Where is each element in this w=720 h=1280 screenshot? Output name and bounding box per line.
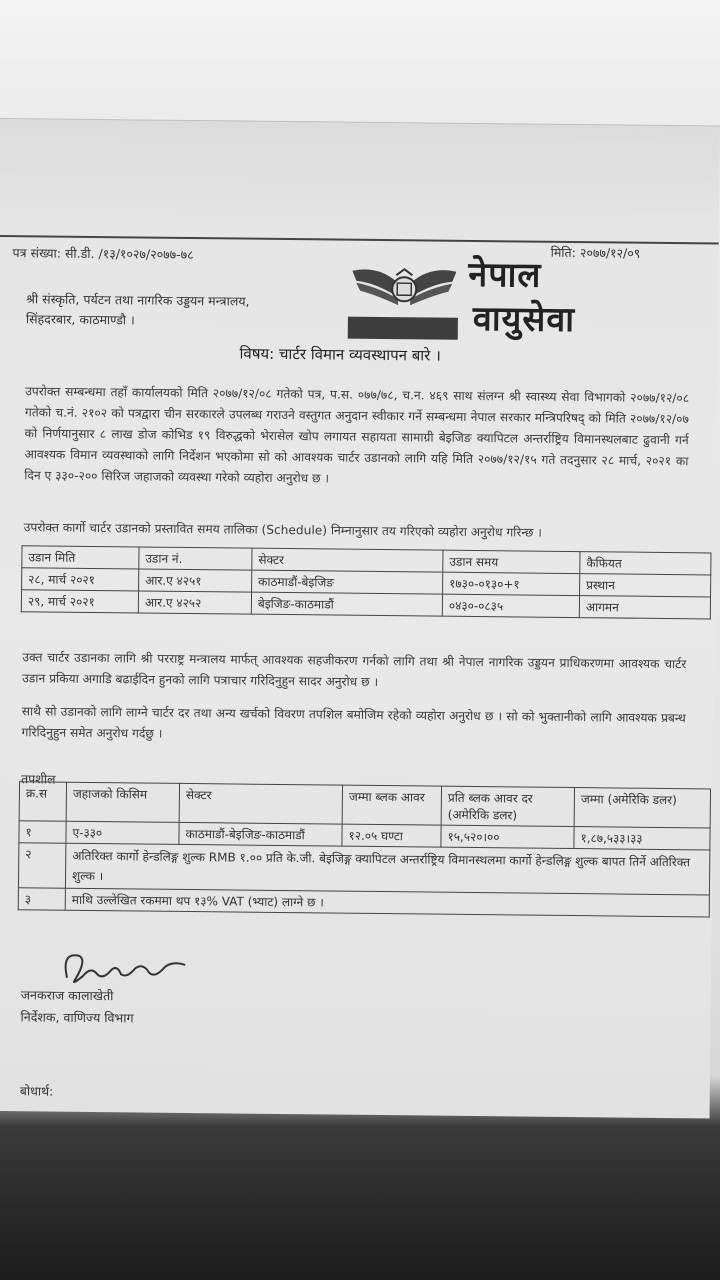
table-cell: १२.०५ घण्टा bbox=[342, 824, 441, 847]
table-cell: १५,५२०।०० bbox=[441, 825, 574, 848]
table-cell: काठमाडौं-बेइजिङ-काठमाडौं bbox=[179, 822, 342, 846]
details-header-cell: जम्मा (अमेरिकि डलर) bbox=[574, 788, 710, 828]
letter-subject: विषय: चार्टर विमान व्यवस्थापन बारे । bbox=[239, 344, 441, 365]
table-cell: ३ bbox=[18, 888, 65, 910]
table-cell: १ bbox=[19, 821, 66, 843]
cc-label: बोधार्थ: bbox=[19, 1083, 54, 1099]
airline-logo-wings-icon bbox=[350, 261, 459, 316]
body-paragraph-3: उक्त चार्टर उडानका लागि श्री परराष्ट्र मन्त्रालय मार्फत् आवश्यक सहजीकरण गर्नको लागि तथा श्री नेपाल नागरिक उड्डयन प्राधिकरणमा आवश्यक चार्टर उडान प्रकिया अगाडि बढाईदिन हुनको लागि पत्राचार गरिदिनुहुन सादर अनुरोध छ । bbox=[22, 650, 687, 689]
recipient-line2: सिंहदरबार, काठमाण्डौ । bbox=[25, 311, 135, 328]
details-header-cell: जहाजको किसिम bbox=[66, 782, 179, 822]
schedule-table bbox=[21, 545, 712, 619]
table-cell: ए-३३० bbox=[66, 821, 179, 844]
details-header-cell: सेक्टर bbox=[179, 783, 342, 824]
signatory-name: जनकराज कालाखेती bbox=[20, 987, 114, 1004]
brand-name-line1: नेपाल bbox=[468, 254, 542, 296]
schedule-header-cell: सेक्टर bbox=[252, 548, 443, 572]
table-cell: बेइजिङ-काठमाडौं bbox=[251, 592, 442, 616]
letter-date: मिति: २०७७/१२/०९ bbox=[550, 244, 641, 261]
schedule-header-cell: उडान मिति bbox=[22, 546, 139, 569]
table-cell: १७३०-०१३०+१ bbox=[443, 572, 580, 595]
letter-number: पत्र संख्या: सी.डी. /१३/१०२७/२०७७-७८ bbox=[12, 245, 194, 263]
table-cell: १,८७,५३३।३३ bbox=[574, 827, 710, 850]
details-header-cell: क्र.स bbox=[19, 782, 66, 821]
table-cell: आर.ए ४२५२ bbox=[138, 591, 251, 614]
table-cell: आगमन bbox=[579, 596, 710, 619]
schedule-header-cell: उडान नं. bbox=[139, 547, 252, 570]
schedule-header-cell: उडान समय bbox=[443, 550, 580, 573]
details-table bbox=[18, 781, 711, 917]
body-paragraph-1: उपरोक्त सम्बन्धमा तहाँ कार्यालयको मिति २०७७/१२/०८ गतेको पत्र, प.स. ०७७/७८, च.न. ४६९ साथ संलग्न श्री स्वास्थ्य सेवा विभागको २०७७/१२/०८ गतेको च.नं. २१०२ को पत्रद्वारा चीन सरकारले उपलब्ध गराउने वस्तुगत अनुदान स्वीकार गर्ने सम्बन्धमा नेपाल सरकार मन्त्रिपरिषद् को मिति २०७७/१२/०७ को निर्णयानुसार ८ लाख डोज कोभिड १९ विरुद्धको भेरासेल खोप लगायत सहायता सामाग्री बेइजिङ क्यापिटल अन्तर्राष्ट्रिय विमानस्थलबाट ढुवानी गर्न आवश्यक विमान व्यवस्थाको लागि निर्देशन भएकोमा सो को आवश्यक चार्टर उडानको लागि यहि मिति २०७७/१२/१५ गते तदनुसार २८ मार्च, २०२१ का दिन ए ३३०-२०० सिरिज जहाजको व्यवस्था गरेको व्यहोरा अनुरोध छ । bbox=[24, 384, 690, 486]
table-cell: काठमाडौं-बेइजिङ bbox=[252, 570, 443, 594]
details-header-cell: जम्मा ब्लक आवर bbox=[342, 785, 441, 825]
table-cell: अतिरिक्त कार्गो हेन्डलिङ्ग शुल्क RMB १.०० प्रति के.जी. बेइजिङ्ग क्यापिटल अन्तर्राष्ट्रिय विमानस्थलमा कार्गो हेन्डलिङ्ग शुल्क बापत तिर्ने अतिरिक्त शुल्क । bbox=[65, 843, 709, 895]
signature-image bbox=[57, 948, 197, 989]
table-cell: २८, मार्च २०२१ bbox=[22, 568, 139, 591]
table-cell: २९, मार्च २०२१ bbox=[21, 590, 138, 613]
table-cell: माथि उल्लेखित रकममा थप १३% VAT (भ्याट) लाग्ने छ । bbox=[65, 888, 709, 917]
brand-name-line2: वायुसेवा bbox=[472, 298, 576, 341]
table-cell: ०४३०-०८३५ bbox=[442, 594, 579, 617]
table-cell: आर.ए ४२५१ bbox=[139, 569, 252, 592]
schedule-header-cell: कैफियत bbox=[580, 552, 711, 575]
details-header-cell: प्रति ब्लक आवर दर (अमेरिकि डलर) bbox=[441, 786, 574, 826]
letter-page bbox=[0, 118, 720, 1118]
signatory-title: निर्देशक, वाणिज्य विभाग bbox=[20, 1009, 134, 1026]
details-label: तपशील bbox=[21, 771, 56, 787]
body-paragraph-4: साथै सो उडानको लागि लाग्ने चार्टर दर तथा अन्य खर्चको विवरण तपशिल बमोजिम रहेको व्यहोरा अनुरोध छ । सो को भुक्तानीको लागि आवश्यक प्रबन्ध गरिदिनुहुन समेत अनुरोध गर्दछु । bbox=[21, 704, 686, 741]
logo-banner bbox=[348, 317, 458, 340]
body-paragraph-2: उपरोक्त कार्गो चार्टर उडानको प्रस्तावित समय तालिका (Schedule) निम्नानुसार तय गरिएको व्यहोरा अनुरोध गरिन्छ । bbox=[23, 520, 542, 540]
table-cell: प्रस्थान bbox=[580, 574, 711, 597]
table-cell: २ bbox=[18, 843, 65, 888]
recipient-line1: श्री संस्कृति, पर्यटन तथा नागरिक उड्डयन मन्त्रालय, bbox=[26, 291, 250, 309]
table-row bbox=[18, 843, 709, 895]
